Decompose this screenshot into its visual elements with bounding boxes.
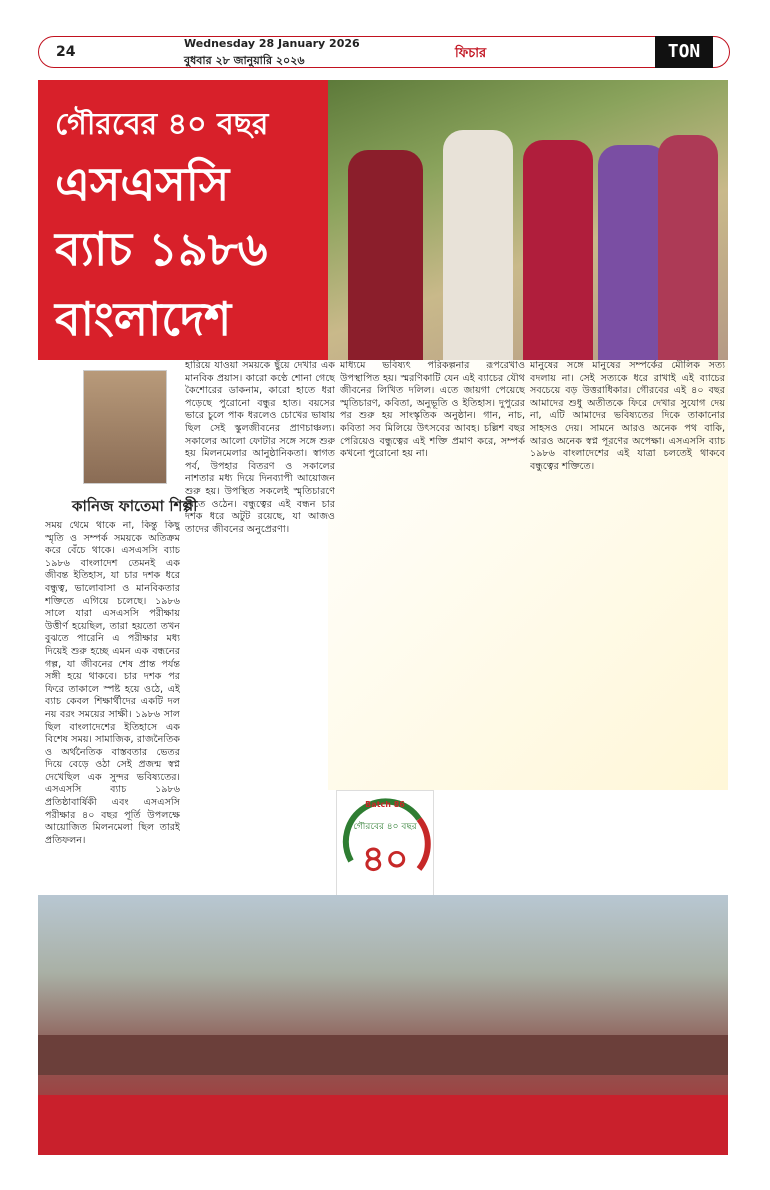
newspaper-logo: TON <box>655 36 713 68</box>
article-column-4: মানুষের সঙ্গে মানুষের সম্পর্কের মৌলিক সত্য বদলায় না। সেই সত্যকে ধরে রাখাই এই ব্যাচের সবচেয়ে বড় উত্তরাধিকার। গৌরবের এই ৪০ বছর আমাদের শুধু অতীতকে ফিরে দেখার সুযোগ দেয় না, এটি আমাদের ভবিষ্যতের দিকে তাকানোর সাহসও দেয়। সামনে আরও অনেক পথ বাকি, আরও অনেক স্বপ্ন পূরণের অপেক্ষা। এসএসসি ব্যাচ ১৯৮৬ বাংলাদেশের এই যাত্রা চলতেই থাকবে বন্ধুত্বের শক্তিতে। <box>530 360 725 472</box>
photo-person <box>443 130 513 360</box>
author-photo <box>83 370 167 484</box>
date-bangla: বুধবার ২৮ জানুয়ারি ২০২৬ <box>184 54 305 67</box>
author-name: কানিজ ফাতেমা শিল্পী <box>72 497 198 515</box>
article-column-1: সময় থেমে থাকে না, কিন্তু কিছু স্মৃতি ও সম্পর্ক সময়কে অতিক্রম করে বেঁচে থাকে। এসএসসি ব্যাচ ১৯৮৬ বাংলাদেশ তেমনই এক জীবন্ত ইতিহাস, যা চার দশক ধরে বন্ধুত্ব, ভালোবাসা ও মানবিকতার শক্তিতে এগিয়ে চলেছে। ১৯৮৬ সালে যারা এসএসসি পরীক্ষায় উত্তীর্ণ হয়েছিল, তারা হয়তো তখন বুঝতে পারেনি এ পরীক্ষার মধ্য দিয়েই শুরু হচ্ছে এমন এক বন্ধনের গল্প, যা জীবনের শেষ প্রান্ত পর্যন্ত সঙ্গী হয়ে থাকবে। চার দশক পর ফিরে তাকালে স্পষ্ট হয়ে ওঠে, এই ব্যাচ কেবল শিক্ষার্থীদের একটি দল নয় বরং সময়ের সাক্ষী। ১৯৮৬ সাল ছিল বাংলাদেশের ইতিহাসে এক বিশেষ সময়। সামাজিক, রাজনৈতিক ও অর্থনৈতিক বাস্তবতার ভেতর দিয়ে বেড়ে ওঠা সেই প্রজন্ম স্বপ্ন দেখেছিল এক সুন্দর ভবিষ্যতের। এসএসসি ব্যাচ ১৯৮৬ প্রতিষ্ঠাবার্ষিকী এবং এসএসসি পরীক্ষার ৪০ বছর পূর্তি উপলক্ষে আয়োজিত মিলনমেলা ছিল তারই প্রতিফলন। <box>45 520 180 846</box>
anniversary-logo-graphic <box>337 791 433 895</box>
logo-batch-label: Batch 86 <box>365 800 405 809</box>
issue-date <box>184 35 360 69</box>
logo-caption: গৌরবের ৪০ বছর <box>353 822 417 832</box>
photo-person <box>348 150 423 360</box>
photo-person <box>658 135 718 360</box>
article-column-3: মাধ্যমে ভবিষ্যৎ পরিকল্পনার রূপরেখাও উপস্থাপিত হয়। স্মরণিকাটি যেন এই ব্যাচের যৌথ জীবনের লিখিত দলিল। এতে জায়গা পেয়েছে স্মৃতিচারণ, কবিতা, অনুভূতি ও ইতিহাস। দুপুরের পর শুরু হয় সাংস্কৃতিক অনুষ্ঠান। গান, নাচ, কবিতা সব মিলিয়ে উৎসবের আবহ। চল্লিশ বছর পেরিয়েও বন্ধুত্বের এই শক্তি প্রমাণ করে, সম্পর্ক কখনো পুরোনো হয় না। <box>340 360 525 460</box>
photo-crowd-band <box>38 1035 728 1075</box>
photo-red-carpet <box>38 1095 728 1155</box>
section-label: ফিচার <box>455 46 487 61</box>
header-rule <box>38 36 730 68</box>
headline-line-2: এসএসসি <box>55 157 230 211</box>
logo-number: ৪০ <box>361 839 409 880</box>
date-english: Wednesday 28 January 2026 <box>184 37 360 50</box>
page-header <box>0 0 770 80</box>
photo-person <box>523 140 593 360</box>
crowd-photo <box>38 895 728 1155</box>
article-column-2: হারিয়ে যাওয়া সময়কে ছুঁয়ে দেখার এক মানবিক প্রয়াস। কারো কণ্ঠে শোনা গেছে কৈশোরের ডাকনাম, কারো হাতে ধরা পড়েছে পুরোনো বন্ধুর হাত। বয়সের ভারে চুলে পাক ধরলেও চোখের ভাষায় ছিল সেই স্কুলজীবনের প্রাণচাঞ্চল্য। সকালের আলো ফোটার সঙ্গে সঙ্গে শুরু হয় মিলনমেলার আনুষ্ঠানিকতা। স্বাগত পর্ব, উপহার বিতরণ ও সকালের নাশতার মধ্য দিয়ে দিনব্যাপী আয়োজন শুরু হয়। উপস্থিত সকলেই স্মৃতিচারণে মেতে ওঠেন। বন্ধুত্বের এই বন্ধন চার দশক ধরে অটুট রয়েছে, যা আজও তাদের জীবনের অনুপ্রেরণা। <box>185 360 335 535</box>
page-number: 24 <box>56 44 76 60</box>
logo-arc-red <box>419 819 428 869</box>
headline-line-4: বাংলাদেশ <box>55 292 232 346</box>
headline-line-3: ব্যাচ ১৯৮৬ <box>55 222 268 276</box>
anniversary-logo <box>336 790 434 896</box>
group-photo <box>328 80 728 360</box>
headline-line-1: গৌরবের ৪০ বছর <box>55 107 269 142</box>
